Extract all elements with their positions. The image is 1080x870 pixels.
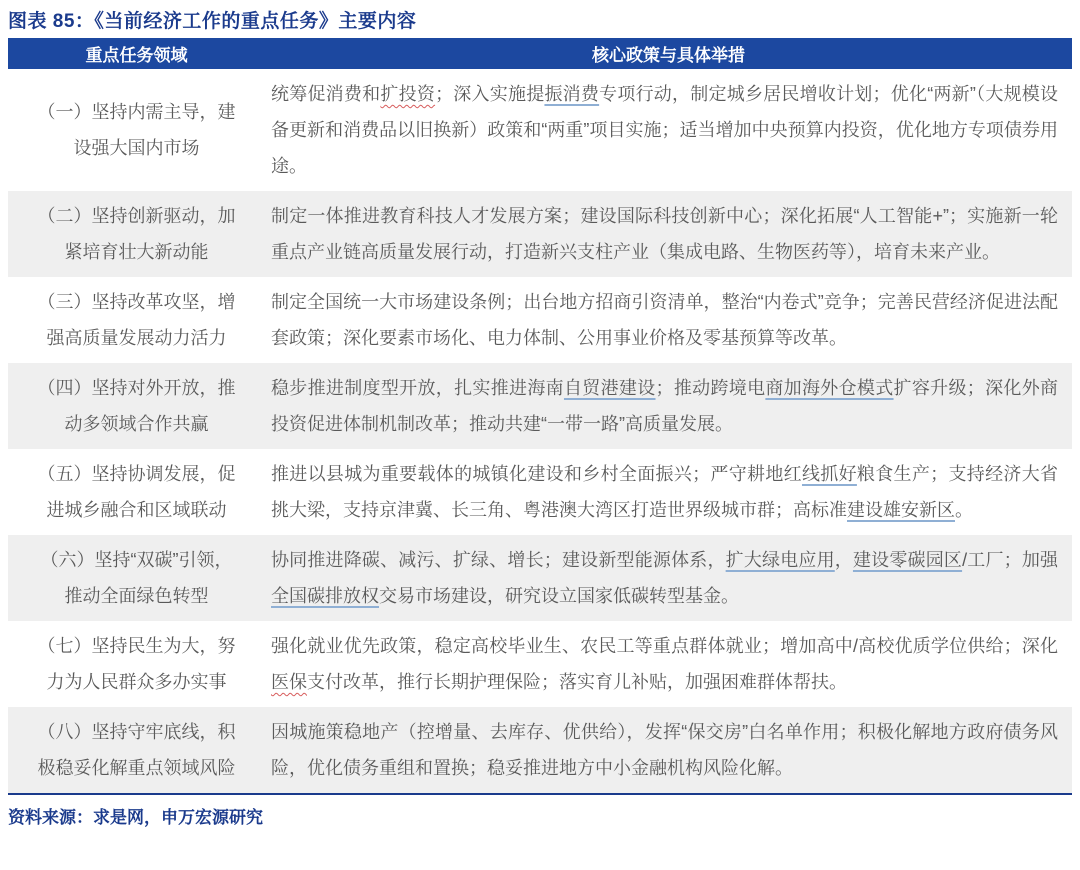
table-row [8, 69, 1072, 191]
task-area-cell [8, 191, 265, 277]
measure-text: ；深入实施提 [435, 84, 545, 104]
table-body [8, 69, 1072, 793]
figure-title: 图表 85：《当前经济工作的重点任务》主要内容 [8, 11, 417, 32]
measure-text: 推进以县城为重要载体的城镇化建设和乡村全面振兴；严守耕地红 [271, 464, 802, 484]
task-area-label: （八）坚持守牢底线，积极稳妥化解重点领域风险 [37, 722, 236, 778]
task-area-cell [8, 277, 265, 363]
task-area-label: （三）坚持改革攻坚，增强高质量发展动力活力 [37, 292, 236, 348]
table-row [8, 363, 1072, 449]
measures-cell [265, 535, 1072, 621]
table-row [8, 191, 1072, 277]
measures-cell [265, 621, 1072, 707]
measures-cell [265, 363, 1072, 449]
task-area-cell [8, 69, 265, 191]
table-row [8, 449, 1072, 535]
measures-cell [265, 69, 1072, 191]
measure-text: 统筹促消费和 [271, 84, 381, 104]
table-header-row [8, 38, 1072, 69]
task-area-label: （六）坚持“双碳”引领，推动全面绿色转型 [40, 550, 233, 606]
measure-text: 专项行动，制定城乡居民增收计划；优化“两新”（大规模设备更新和消费品以旧换新）政策和“两重”项目实施；适当增加中央预算内投资，优化地方专项债券用途。 [271, 84, 1059, 176]
table-row [8, 535, 1072, 621]
underlined-term: 扩大绿电应用 [725, 550, 835, 570]
measures-cell [265, 449, 1072, 535]
table-row [8, 277, 1072, 363]
table-row [8, 707, 1072, 793]
measure-text: 。 [955, 500, 973, 520]
column-header-task-area: 重点任务领域 [85, 46, 188, 65]
task-area-cell [8, 621, 265, 707]
measure-text: 制定一体推进教育科技人才发展方案；建设国际科技创新中心；深化拓展“人工智能+”；实施新一轮重点产业链高质量发展行动，打造新兴支柱产业（集成电路、生物医药等），培育未来产业。 [271, 206, 1058, 262]
measure-text: 协同推进降碳、减污、扩绿、增长；建设新型能源体系， [271, 550, 726, 570]
measure-text: 粮食生产；支持经济大省挑大梁，支持京津冀、长三角、粤港澳大湾区打造世界级城市群；高标准 [271, 464, 1059, 520]
measure-text: /工厂；加强 [962, 550, 1059, 570]
measure-text: 稳步推进制度型开放，扎实推进海南 [271, 378, 564, 398]
underlined-term: 建设零碳园区 [852, 550, 963, 570]
table-row [8, 621, 1072, 707]
measure-text: ；推动跨境电 [655, 378, 766, 398]
measure-text: 扩容升级；深化外商投资促进体制机制改革；推动共建“一带一路”高质量发展。 [271, 378, 1059, 434]
spellcheck-flagged-term: 扩投资 [380, 84, 436, 104]
task-area-label: （五）坚持协调发展，促进城乡融合和区域联动 [37, 464, 236, 520]
underlined-term: 自贸港建设 [563, 378, 656, 398]
underlined-term: 商加海外仓模式 [765, 378, 894, 398]
task-table [8, 38, 1072, 795]
task-area-cell [8, 363, 265, 449]
source-note: 资料来源：求是网，申万宏源研究 [8, 808, 263, 827]
underlined-term: 全国碳排放权 [271, 586, 379, 606]
task-area-cell [8, 535, 265, 621]
column-header-measures: 核心政策与具体举措 [592, 46, 745, 65]
measure-text: 制定全国统一大市场建设条例；出台地方招商引资清单，整治“内卷式”竞争；完善民营经济促进法配套政策；深化要素市场化、电力体制、公用事业价格及零基预算等改革。 [271, 292, 1058, 348]
task-area-label: （七）坚持民生为大，努力为人民群众多办实事 [37, 636, 236, 692]
task-area-label: （四）坚持对外开放，推动多领域合作共赢 [37, 378, 236, 434]
measures-cell [265, 707, 1072, 793]
measures-cell [265, 191, 1072, 277]
task-area-label: （二）坚持创新驱动，加紧培育壮大新动能 [37, 206, 236, 262]
measure-text: 支付改革，推行长期护理保险；落实育儿补贴，加强困难群体帮扶。 [307, 672, 847, 692]
measure-text: 强化就业优先政策，稳定高校毕业生、农民工等重点群体就业；增加高中/高校优质学位供给；深化 [271, 636, 1058, 656]
measure-text: 因城施策稳地产（控增量、去库存、优供给），发挥“保交房”白名单作用；积极化解地方政府债务风险，优化债务重组和置换；稳妥推进地方中小金融机构风险化解。 [271, 722, 1058, 778]
measure-text: ， [834, 550, 853, 570]
spellcheck-flagged-term: 医保 [271, 672, 307, 692]
task-area-label: （一）坚持内需主导，建设强大国内市场 [37, 102, 236, 158]
task-area-cell [8, 707, 265, 793]
underlined-term: 振消费 [544, 84, 600, 104]
measure-text: 交易市场建设，研究设立国家低碳转型基金。 [379, 586, 739, 606]
underlined-term: 线抓好 [801, 464, 857, 484]
measures-cell [265, 277, 1072, 363]
task-area-cell [8, 449, 265, 535]
underlined-term: 建设雄安新区 [847, 500, 955, 520]
